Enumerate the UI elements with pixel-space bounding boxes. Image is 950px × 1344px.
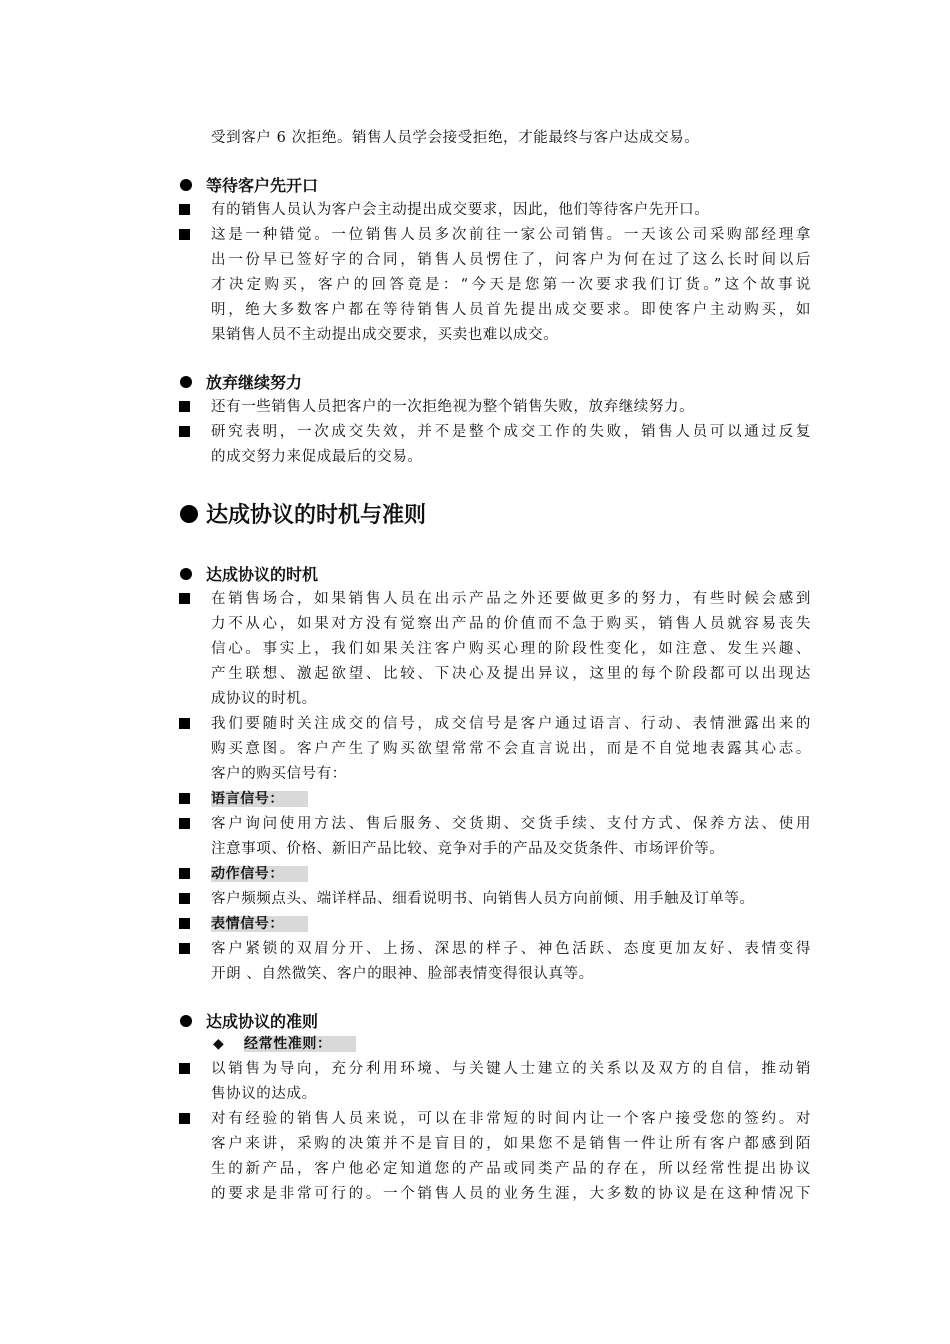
- square-bullet-icon: [179, 1113, 190, 1124]
- diamond-bullet-icon: ◆: [213, 1036, 224, 1052]
- timing-item1-line: 成协议的时机。: [211, 691, 317, 707]
- square-bullet-icon: [179, 401, 190, 412]
- timing-item1-line: 产生联想、激起欲望、比较、下决心及提出异议，这里的每个阶段都可以出现达: [211, 666, 811, 682]
- section-title-text: 达成协议的时机与准则: [206, 503, 427, 528]
- action-signal-label: 动作信号：: [211, 866, 308, 882]
- face-signal-line: 客户紧锁的双眉分开、上扬、深思的样子、神色活跃、态度更加友好、表情变得: [211, 941, 811, 957]
- wait-item2-line: 出一份早已签好字的合同，销售人员愣住了，问客户为何在过了这么长时间以后: [211, 252, 811, 268]
- square-bullet-icon: [179, 818, 190, 829]
- square-bullet-icon: [179, 893, 190, 904]
- wait-item2-line: 明，绝大多数客户都在等待销售人员首先提出成交要求。即使客户主动购买，如: [211, 302, 811, 318]
- verbal-signal-label-row: [211, 787, 811, 812]
- square-bullet-icon: [179, 918, 190, 929]
- wait-item2-line: 果销售人员不主动提出成交要求，买卖也难以成交。: [211, 327, 559, 343]
- heading-giveup-text: 放弃继续努力: [206, 373, 303, 392]
- heading-rules: [180, 1010, 318, 1034]
- verbal-signal-line: 注意事项、价格、新旧产品比较、竞争对手的产品及交货条件、市场评价等。: [211, 841, 725, 857]
- wait-item2-line: 这是一种错觉。一位销售人员多次前往一家公司销售。一天该公司采购部经理拿: [211, 227, 811, 243]
- rules-item2-line: 生的新产品，客户他必定知道您的产品或同类产品的存在，所以经常性提出协议: [211, 1161, 811, 1177]
- square-bullet-icon: [179, 593, 190, 604]
- giveup-item2-line: 的成交努力来促成最后的交易。: [211, 449, 423, 465]
- face-signal-label: 表情信号：: [211, 916, 308, 932]
- rules-item1-line: 售协议的达成。: [211, 1086, 317, 1102]
- heading-wait: [180, 174, 318, 198]
- wait-item1: 有的销售人员认为客户会主动提出成交要求，因此，他们等待客户先开口。: [211, 202, 710, 218]
- face-signal-label-row: [211, 912, 811, 937]
- square-bullet-icon: [179, 1063, 190, 1074]
- section-title: [180, 500, 426, 532]
- heading-rules-text: 达成协议的准则: [206, 1012, 319, 1031]
- square-bullet-icon: [179, 943, 190, 954]
- giveup-item1: 还有一些销售人员把客户的一次拒绝视为整个销售失败，放弃继续努力。: [211, 399, 695, 415]
- verbal-signal-line: 客户询问使用方法、售后服务、交货期、交货手续、支付方式、保养方法、使用: [211, 816, 811, 832]
- giveup-item2-line: 研究表明，一次成交失效，并不是整个成交工作的失败，销售人员可以通过反复: [211, 424, 811, 440]
- timing-item1-line: 力不从心，如果对方没有觉察出产品的价值而不急于购买，销售人员就容易丧失: [211, 616, 811, 632]
- action-signal-label-row: [211, 862, 811, 887]
- face-signal-line: 开朗 、自然微笑、客户的眼神、脸部表情变得很认真等。: [211, 966, 594, 982]
- timing-item2-line: 客户的购买信号有：: [211, 766, 347, 782]
- bullet-dot-icon: [180, 1015, 192, 1027]
- square-bullet-icon: [179, 718, 190, 729]
- square-bullet-icon: [179, 426, 190, 437]
- action-signal-line: 客户频频点头、端详样品、细看说明书、向销售人员方向前倾、用手触及订单等。: [211, 891, 755, 907]
- rules-item2-line: 客户来讲，采购的决策并不是盲目的，如果您不是销售一件让所有客户都感到陌: [211, 1136, 811, 1152]
- rules-item1-line: 以销售为导向，充分利用环境、与关键人士建立的关系以及双方的自信，推动销: [211, 1061, 811, 1077]
- timing-item1-line: 在销售场合，如果销售人员在出示产品之外还要做更多的努力，有些时候会感到: [211, 591, 811, 607]
- square-bullet-icon: [179, 868, 190, 879]
- timing-item2-line: 购买意图。客户产生了购买欲望常常不会直言说出，而是不自觉地表露其心志。: [211, 741, 811, 757]
- heading-timing: [180, 563, 318, 587]
- bullet-dot-icon: [180, 179, 192, 191]
- heading-timing-text: 达成协议的时机: [206, 565, 319, 584]
- rules-sub-label-row: [244, 1032, 844, 1057]
- heading-wait-text: 等待客户先开口: [206, 176, 319, 195]
- square-bullet-icon: [179, 229, 190, 240]
- rules-item2-line: 对有经验的销售人员来说，可以在非常短的时间内让一个客户接受您的签约。对: [211, 1111, 811, 1127]
- rules-sub-label: 经常性准则：: [244, 1036, 356, 1052]
- square-bullet-icon: [179, 204, 190, 215]
- heading-giveup: [180, 371, 302, 395]
- timing-item2-line: 我们要随时关注成交的信号，成交信号是客户通过语言、行动、表情泄露出来的: [211, 716, 811, 732]
- bullet-dot-icon: [180, 568, 192, 580]
- wait-item2-line: 才决定购买，客户的回答竟是：“今天是您第一次要求我们订货。”这个故事说: [211, 277, 811, 293]
- verbal-signal-label: 语言信号：: [211, 791, 308, 807]
- timing-item1-line: 信心。事实上，我们如果关注客户购买心理的阶段性变化，如注意、发生兴趣、: [211, 641, 811, 657]
- rules-item2-line: 的要求是非常可行的。一个销售人员的业务生涯，大多数的协议是在这种情况下: [211, 1186, 811, 1202]
- bullet-dot-icon: [180, 376, 192, 388]
- intro-line: 受到客户 6 次拒绝。销售人员学会接受拒绝，才能最终与客户达成交易。: [211, 130, 700, 146]
- square-bullet-icon: [179, 793, 190, 804]
- bullet-dot-icon: [180, 505, 198, 523]
